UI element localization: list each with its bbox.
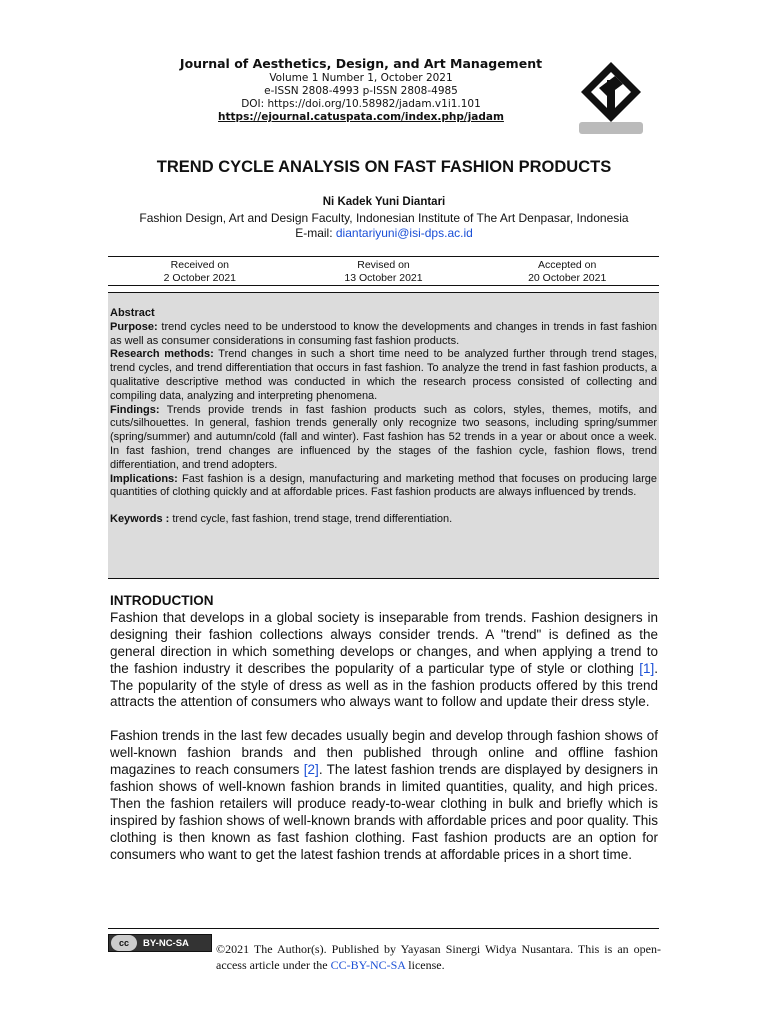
citation-link[interactable]: [2]	[303, 762, 319, 778]
date-revised	[292, 257, 476, 285]
paragraph: Fashion trends in the last few decades usually begin and develop through fashion shows of well-known fashion brands and then published through online and offline fashion magazines to reach consumers [2]. The latest fashion trends are displayed by designers in fashion shows of well-known fashion brands in limited quantities, quality, and high prices. Then the fashion retailers will produce ready-to-wear clothing in bulk and briefly which is inspired by fashion shows of well-known brands with affordable prices and poor quality. This clothing is then known as fast fashion clothing. Fast fashion products are an option for consumers who want to get the latest fashion trends at affordable prices in a short time.	[110, 728, 659, 862]
abstract-box	[108, 292, 659, 579]
cc-badge-text: BY-NC-SA	[143, 937, 189, 949]
author-affiliation	[0, 211, 768, 241]
journal-issn: e-ISSN 2808-4993 p-ISSN 2808-4985	[264, 85, 458, 97]
journal-volume: Volume 1 Number 1, October 2021	[269, 72, 453, 84]
citation-link[interactable]: [1]	[639, 660, 655, 676]
license-link[interactable]: CC-BY-NC-SA	[330, 958, 406, 972]
journal-logo-icon	[577, 58, 645, 136]
email-label: E-mail:	[295, 226, 336, 240]
cc-license-badge[interactable]	[108, 934, 212, 952]
submission-dates	[108, 256, 659, 286]
date-value: 13 October 2021	[344, 271, 423, 284]
introduction-section	[110, 593, 658, 880]
copyright-notice: ©2021 The Author(s). Published by Yayasan Sinergi Widya Nusantara. This is an open-access article under the CC-BY-NC-SA license.	[216, 942, 661, 972]
date-value: 20 October 2021	[528, 271, 607, 284]
abstract-keywords: Keywords : trend cycle, fast fashion, trend stage, trend differentiation.	[110, 513, 453, 526]
abstract-methods: Research methods: Trend changes in such a short time need to be analyzed further through trend stages, trend cycles, and trend differentiation that occurs in fast fashion. To analyze the trend in fast fashion products, a qualitative descriptive method was conducted in which the research process consisted of collecting and compiling data, analyzing and interpreting phenomena.	[110, 348, 657, 402]
date-label: Received on	[170, 259, 230, 271]
journal-url-link[interactable]: https://ejournal.catuspata.com/index.php/jadam	[218, 111, 504, 123]
date-label: Accepted on	[537, 259, 597, 271]
paper-title: TREND CYCLE ANALYSIS ON FAST FASHION PRODUCTS	[156, 158, 612, 176]
date-label: Revised on	[357, 259, 410, 271]
footer-divider	[108, 928, 659, 929]
journal-header	[150, 56, 572, 124]
affiliation-text: Fashion Design, Art and Design Faculty, Indonesian Institute of The Art Denpasar, Indonesia	[139, 211, 629, 225]
abstract-findings: Findings: Trends provide trends in fast fashion products such as colors, styles, themes, motifs, and cuts/silhouettes. In general, fashion trends generally only recognize two seasons, including spring/summer (spring/summer) and autumn/cold (fall and winter). Fast fashion has 52 trends in a year or about once a week. In fast fashion, trend changes are influenced by the stages of the fashion cycle, fashion flows, trend differentiation, and trend adopters.	[110, 403, 657, 471]
paragraph: Fashion that develops in a global society is inseparable from trends. Fashion designers in designing their fashion collections always consider trends. A "trend" is defined as the general direction in which something develops or changes, and when applying a trend to the fashion industry it describes the popularity of a particular type of style or clothing [1]. The popularity of the style of dress as well as in the fashion products offered by this trend attracts the attention of consumers who always want to follow and update their dress style.	[110, 609, 658, 710]
journal-doi: DOI: https://doi.org/10.58982/jadam.v1i1.101	[241, 98, 481, 110]
abstract-heading: Abstract	[110, 307, 155, 319]
date-accepted	[475, 257, 659, 285]
abstract-implications: Implications: Fast fashion is a design, manufacturing and marketing method that focuses on producing large quantities of clothing quickly and at affordable prices. Fast fashion products are always influenced by trends.	[110, 472, 657, 499]
cc-icon: cc	[111, 935, 137, 951]
author-name: Ni Kadek Yuni Diantari	[322, 196, 446, 208]
date-value: 2 October 2021	[163, 271, 237, 284]
section-heading: INTRODUCTION	[110, 593, 214, 608]
abstract-purpose: Purpose: trend cycles need to be understood to know the developments and changes in trends in fast fashion as well as consumer considerations in consuming fast fashion products.	[110, 320, 657, 347]
date-received	[108, 257, 292, 285]
email-line	[0, 226, 768, 241]
journal-title: Journal of Aesthetics, Design, and Art Management	[179, 56, 543, 71]
email-link[interactable]: diantariyuni@isi-dps.ac.id	[335, 226, 473, 240]
